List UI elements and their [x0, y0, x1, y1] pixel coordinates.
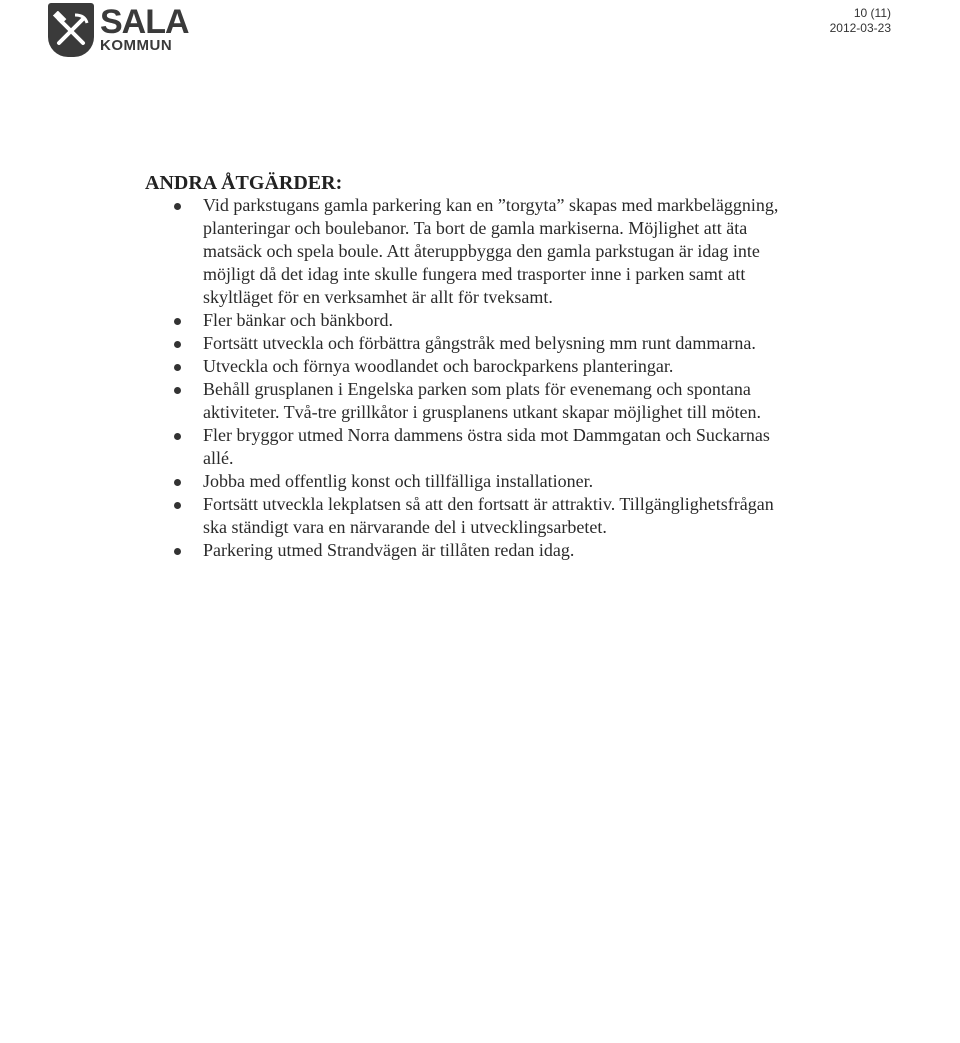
municipality-logo — [48, 3, 188, 63]
list-item-text: Fler bänkar och bänkbord. — [203, 310, 393, 330]
logo-subtitle: KOMMUN — [100, 37, 173, 54]
list-item — [171, 355, 781, 378]
list-item-text: Parkering utmed Strandvägen är tillåten redan idag. — [203, 540, 575, 560]
list-item-text: Vid parkstugans gamla parkering kan en ”torgyta” skapas med markbeläggning, planteringar och boulebanor. Ta bort de gamla markiserna. Möjlighet att äta matsäck och spela boule. Att återuppbygga den gamla parkstugan är idag inte möjligt då det idag inte skulle fungera med trasporter inne i parken samt att skyltläget för en verksamhet är allt för tveksamt. — [203, 195, 779, 307]
list-item — [171, 424, 781, 470]
page-number: 10 (11) — [853, 6, 891, 20]
measures-list — [171, 194, 781, 562]
logo-title: SALA — [100, 3, 189, 41]
hammer-pick-shield-icon — [48, 3, 94, 57]
bullet-icon — [174, 318, 181, 325]
list-item — [171, 309, 781, 332]
section-heading: ANDRA ÅTGÄRDER: — [145, 172, 343, 194]
bullet-icon — [174, 341, 181, 348]
bullet-icon — [174, 479, 181, 486]
bullet-icon — [174, 364, 181, 371]
page-meta — [830, 6, 891, 36]
list-item — [171, 493, 781, 539]
list-item — [171, 470, 781, 493]
list-item — [171, 332, 781, 355]
list-item-text: Fler bryggor utmed Norra dammens östra sida mot Dammgatan och Suckarnas allé. — [203, 425, 770, 468]
bullet-icon — [174, 387, 181, 394]
list-item-text: Fortsätt utveckla och förbättra gångstråk med belysning mm runt dammarna. — [203, 333, 756, 353]
document-date: 2012-03-23 — [829, 21, 891, 35]
bullet-icon — [174, 433, 181, 440]
list-item — [171, 539, 781, 562]
list-item-text: Fortsätt utveckla lekplatsen så att den fortsatt är attraktiv. Tillgänglighetsfrågan ska ständigt vara en närvarande del i utvecklingsarbetet. — [203, 494, 774, 537]
list-item-text: Utveckla och förnya woodlandet och barockparkens planteringar. — [203, 356, 674, 376]
bullet-icon — [174, 502, 181, 509]
list-item-text: Behåll grusplanen i Engelska parken som plats för evenemang och spontana aktiviteter. Två-tre grillkåtor i grusplanens utkant skapar möjlighet till möten. — [203, 379, 762, 422]
bullet-icon — [174, 203, 181, 210]
list-item — [171, 194, 781, 309]
list-item — [171, 378, 781, 424]
bullet-icon — [174, 548, 181, 555]
list-item-text: Jobba med offentlig konst och tillfälliga installationer. — [203, 471, 594, 491]
